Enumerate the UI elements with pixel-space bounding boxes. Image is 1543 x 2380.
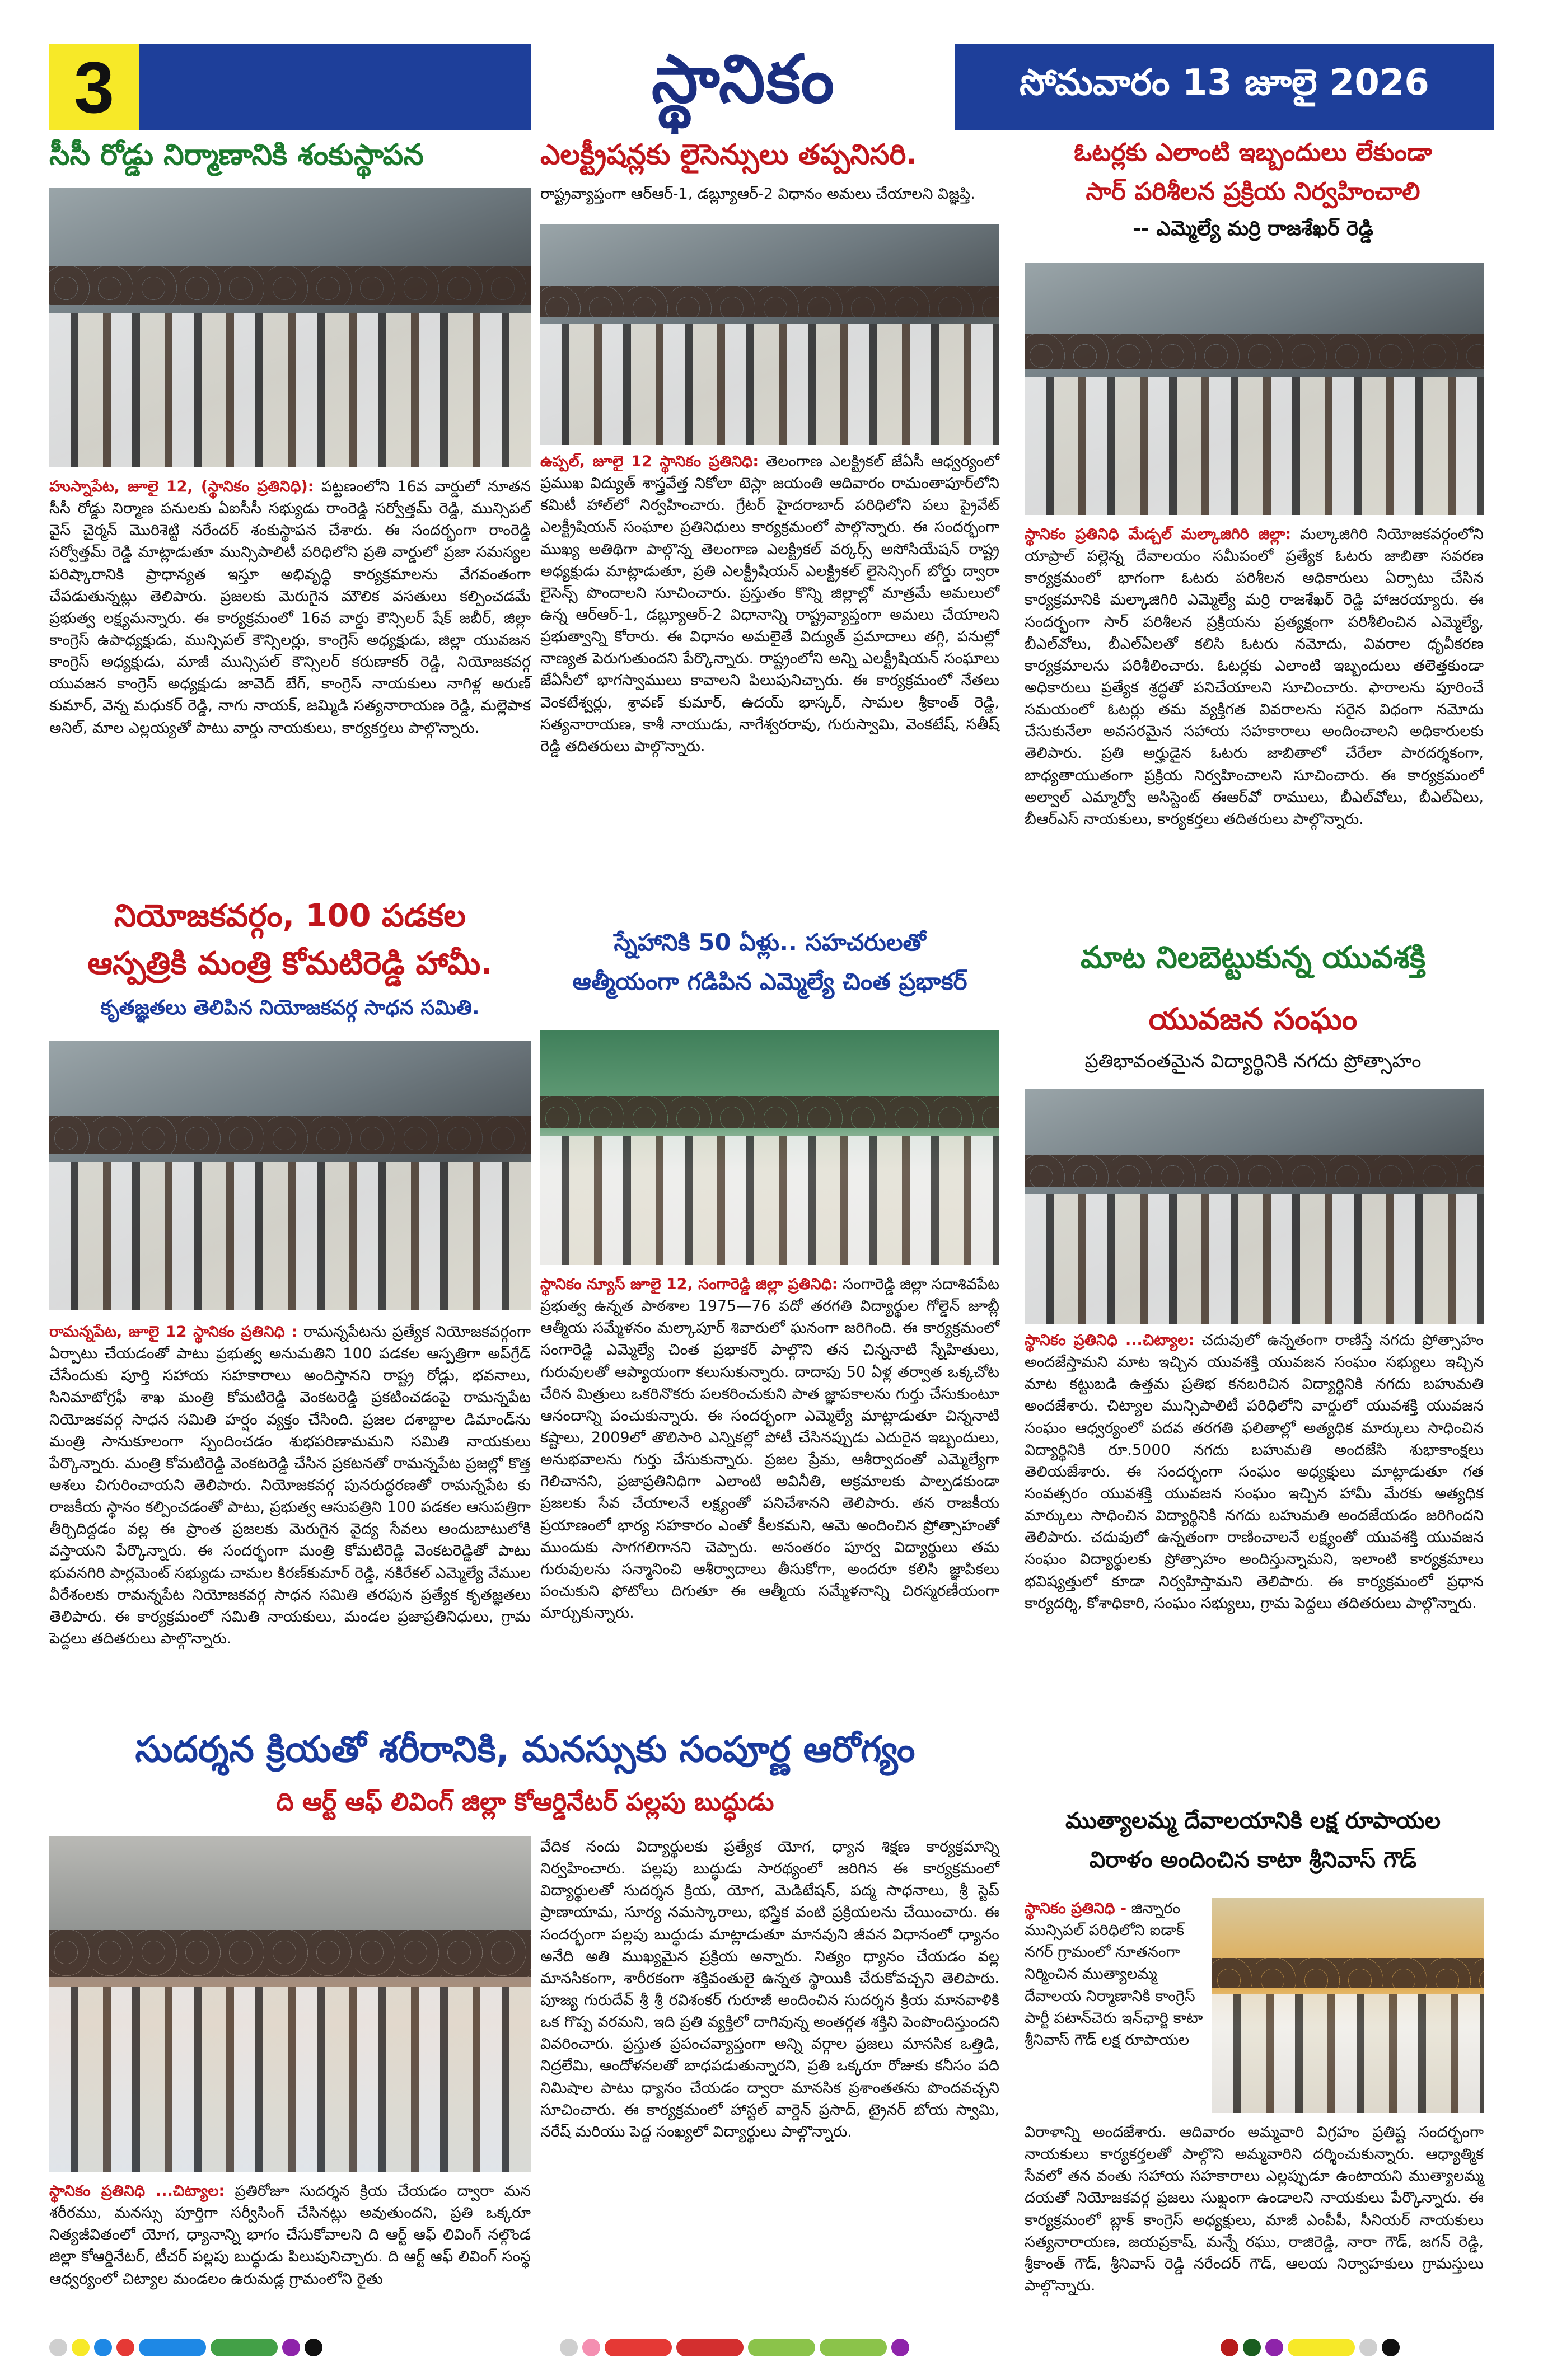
- article-1-text: పట్టణంలోని 16వ వార్డులో నూతన సీసీ రోడ్డు నిర్మాణ పనులకు ఏఐసీసీ సభ్యుడు రాంరెడ్డి సర్వోత్తమ్ రెడ్డి, మున్సిపల్ వైస్ చైర్మన్ మొరిశెట్టి నరేందర్ శంకుస్థాపన చేశారు. ఈ సందర్భంగా రాంరెడ్డి సర్వోత్తమ్ రెడ్డి మాట్లాడుతూ మున్సిపాలిటీ పరిధిలోని ప్రతి వార్డులో ప్రజా సమస్యల పరిష్కారానికి ప్రాధాన్యత ఇస్తూ అభివృద్ధి కార్యక్రమాలను వేగవంతంగా చేపడుతున్నట్లు తెలిపారు. ప్రజలకు మెరుగైన మౌలిక వసతులు కల్పించడమే ప్రభుత్వ లక్ష్యమన్నారు. ఈ కార్యక్రమంలో 16వ వార్డు కౌన్సిలర్ షేక్ జబీర్, జిల్లా కాంగ్రెస్ ఉపాధ్యక్షుడు, మున్సిపల్ కౌన్సిలర్లు, కాంగ్రెస్ అధ్యక్షుడు, జిల్లా యువజన కాంగ్రెస్ అధ్యక్షుడు, మాజీ మున్సిపల్ కౌన్సిలర్ కరుణాకర్ రెడ్డి, నియోజకవర్గ యువజన కాంగ్రెస్ అధ్యక్షుడు జావెద్ బేగ్, కాంగ్రెస్ నాయకులు నాగిళ్ల అరుణ్ కుమార్, వెన్న మధుకర్ రెడ్డి, నాగు నాయక్, జమ్మిడి సత్యనారాయణ రెడ్డి, మల్లెపాక అనిల్, మాల ఎల్లయ్యతో పాటు వార్డు నాయకులు, కార్యకర్తలు పాల్గొన్నారు.: [49, 478, 531, 737]
- article-5-body: [540, 1273, 999, 1624]
- masthead-bar: [139, 44, 531, 130]
- article-4-text: రామన్నపేటను ప్రత్యేక నియోజకవర్గంగా ఏర్పాటు చేయడంతో పాటు ప్రభుత్వ అనుమతిని 100 పడకల ఆస్పత్రిగా అప్‌గ్రేడ్ చేసేందుకు పూర్తి సహాయ సహకారాలు అందిస్తానని రాష్ట్ర రోడ్లు, భవనాలు, సినిమాటోగ్రఫీ శాఖ మంత్రి కోమటిరెడ్డి వెంకటరెడ్డి ప్రకటించడంపై రామన్నపేట నియోజకవర్గ సాధన సమితి హర్షం వ్యక్తం చేసింది. ప్రజల దశాబ్దాల డిమాండ్‌ను మంత్రి సానుకూలంగా స్పందించడం శుభపరిణామమని సమితి నాయకులు పేర్కొన్నారు. మంత్రి కోమటిరెడ్డి వెంకటరెడ్డి చేసిన ప్రకటనతో రామన్నపేట ప్రజల్లో కొత్త ఆశలు చిగురించాయని తెలిపారు. నియోజకవర్గ పునరుద్ధరణతో రామన్నపేట కు రాజకీయ స్థానం కల్పించడంతో పాటు, ప్రభుత్వ ఆసుపత్రిని 100 పడకల ఆసుపత్రిగా తీర్చిదిద్దడం వల్ల ఈ ప్రాంత ప్రజలకు మెరుగైన వైద్య సేవలు అందుబాటులోకి వస్తాయని పేర్కొన్నారు. ఈ సందర్భంగా మంత్రి కోమటిరెడ్డి వెంకటరెడ్డితో పాటు భువనగిరి పార్లమెంట్ సభ్యుడు చామల కిరణ్‌కుమార్ రెడ్డి, నకిరేకల్ ఎమ్మెల్యే వేముల వీరేశంలకు రామన్నపేట నియోజకవర్గ సాధన సమితి తరఫున ప్రత్యేక కృతజ్ఞతలు తెలిపారు. ఈ కార్యక్రమంలో సమితి నాయకులు, మండల ప్రజాప్రతినిధులు, గ్రామ పెద్దలు తదితరులు పాల్గొన్నారు.: [49, 1323, 531, 1647]
- article-8-body-bottom: విరాళాన్ని అందజేశారు. ఆదివారం అమ్మవారి విగ్రహం ప్రతిష్ట సందర్భంగా నాయకులు కార్యకర్తలతో పాల్గొని అమ్మవారిని దర్శించుకున్నారు. ఆధ్యాత్మిక సేవలో తన వంతు సహాయ సహకారాలు ఎల్లప్పుడూ ఉంటాయని ముత్యాలమ్మ దయతో నియోజకవర్గ ప్రజలు సుఖ్షంగా ఉండాలని నాయకులు పేర్కొన్నారు. ఈ కార్యక్రమంలో బ్లాక్ కాంగ్రెస్ అధ్యక్షులు, మాజీ ఎంపీపీ, సీనియర్ నాయకులు సత్యనారాయణ, జయప్రకాష్, మన్నే రఘు, రాజిరెడ్డి, నారా గౌడ్, జగన్ రెడ్డి, శ్రీకాంత్ గౌడ్, శ్రీనివాస్ రెడ్డి నరేందర్ గౌడ్, ఆలయ నిర్వాహకులు గ్రామస్తులు పాల్గొన్నారు.: [1025, 2124, 1484, 2294]
- article-6-headline-1: మాట నిలబెట్టుకున్న యువశక్తి: [1080, 940, 1426, 975]
- article-8-text-top: జిన్నారం మున్సిపల్ పరిధిలోని ఐడాక్ నగర్ గ్రామంలో నూతనంగా నిర్మించిన ముత్యాలమ్మ దేవాలయ నిర్మాణానికి కాంగ్రెస్ పార్టీ పటాన్‌చెరు ఇన్‌ఛార్జి కాటా శ్రీనివాస్ గౌడ్ లక్ష రూపాయల: [1025, 1900, 1203, 2049]
- newspaper-name: స్థానికం: [651, 40, 836, 118]
- article-1-headline: సీసీ రోడ్డు నిర్మాణానికి శంకుస్థాపన: [49, 138, 424, 172]
- article-4-subhead: కృతజ్ఞతలు తెలిపిన నియోజకవర్గ సాధన సమితి.: [100, 996, 480, 1019]
- footer-color-dot: [1221, 2339, 1238, 2356]
- footer-color-dot: [676, 2339, 744, 2356]
- article-3-dateline: స్థానికం ప్రతినిధి మేడ్చల్ మల్కాజిగిరి జిల్లా:: [1025, 526, 1292, 543]
- footer-color-strip-center: [560, 2339, 909, 2356]
- article-1-dateline: హుస్నాపేట, జూలై 12, (స్థానికం ప్రతినిధి):: [49, 478, 314, 495]
- article-4-headline-1: నియోజకవర్గం, 100 పడకల: [114, 898, 466, 934]
- article-2-subhead: రాష్ట్రవ్యాప్తంగా ఆర్ఆర్-1, డబ్ల్యూఆర్-2 విధానం అమలు చేయాలని విజ్ఞప్తి.: [540, 185, 975, 203]
- article-8-dateline: స్థానికం ప్రతినిధి -: [1025, 1900, 1127, 1917]
- article-2-photo: [540, 224, 999, 445]
- article-8-body-top: [1025, 1898, 1204, 2051]
- article-4-body: [49, 1321, 531, 1650]
- article-7-subhead: ది ఆర్ట్ ఆఫ్ లివింగ్ జిల్లా కోఆర్డినేటర్ పల్లపు బుద్ధుడు: [276, 1788, 774, 1816]
- footer-color-dot: [1288, 2339, 1355, 2356]
- article-7-text-left: ప్రతిరోజూ సుదర్శన క్రియ చేయడం ద్వారా మన శరీరము, మనస్సు పూర్తిగా సర్వీసింగ్ చేసినట్లు అవుతుందని, ప్రతి ఒక్కరూ నిత్యజీవితంలో యోగ, ధ్యానాన్ని భాగం చేసుకోవాలని ది ఆర్ట్ ఆఫ్ లివింగ్ నల్గొండ జిల్లా కోఆర్డినేటర్, టీచర్ పల్లపు బుద్ధుడు పిలుపునిచ్చారు. ది ఆర్ట్ ఆఫ్ లివింగ్ సంస్థ ఆధ్వర్యంలో చిట్యాల మండలం ఉరుమడ్ల గ్రామంలోని రైతు: [49, 2182, 531, 2288]
- article-7-body-right: వేదిక నందు విద్యార్థులకు ప్రత్యేక యోగ, ధ్యాన శిక్షణ కార్యక్రమాన్ని నిర్వహించారు. పల్లపు బుద్ధుడు సారథ్యంలో జరిగిన ఈ కార్యక్రమంలో విద్యార్థులతో సుదర్శన క్రియ, యోగ, మెడిటేషన్, పద్మ సాధనాలు, శ్రీ స్టెప్ ప్రాణాయామ, సూర్య నమస్కారాలు, భస్త్రిక వంటి ప్రక్రియలను చేయించారు. ఈ సందర్భంగా పల్లపు బుద్ధుడు మాట్లాడుతూ మానవుని జీవన విధానంలో ధ్యానం అనేది అతి ముఖ్యమైన ప్రక్రియ అన్నారు. నిత్యం ధ్యానం చేయడం వల్ల మానసికంగా, శారీరకంగా శక్తివంతులై ఉన్నత స్థాయికి చేరుకోవచ్చని తెలిపారు. పూజ్య గురుదేవ్ శ్రీ శ్రీ రవిశంకర్ గురూజీ అందించిన సుదర్శన క్రియ మానవాళికి ఒక గొప్ప వరమని, ఇది ప్రతి వ్యక్తిలో దాగివున్న అంతర్గత శక్తిని పెంపొందిస్తుందని వివరించారు. ప్రస్తుత ప్రపంచవ్యాప్తంగా అన్ని వర్గాల ప్రజలు మానసిక ఒత్తిడి, నిద్రలేమి, ఆందోళనలతో బాధపడుతున్నారని, ప్రతి ఒక్కరూ రోజుకు కనీసం పది నిమిషాల పాటు ధ్యానం చేయడం ద్వారా మానసిక ప్రశాంతతను పొందవచ్చని సూచించారు. ఈ కార్యక్రమంలో హాస్టల్ వార్డెన్ ప్రసాద్, ట్రైనర్ బోయ స్వామి, నరేష్ మరియు పెద్ద సంఖ్యలో విద్యార్థులు పాల్గొన్నారు.: [540, 1838, 999, 2140]
- article-2-headline: ఎలక్ట్రీషన్లకు లైసెన్సులు తప్పనిసరి.: [540, 138, 917, 171]
- article-6-text: చదువులో ఉన్నతంగా రాణిస్తే నగదు ప్రోత్సాహం అందజేస్తామని మాట ఇచ్చిన యువశక్తి యువజన సంఘం సభ్యులు ఇచ్చిన మాట కట్టుబడి ఉత్తమ ప్రతిభ కనబరిచిన విద్యార్థినికి నగదు బహుమతి అందజేశారు. చిట్యాల మున్సిపాలిటీ పరిధిలోని వార్డులో యువశక్తి యువజన సంఘం ఆధ్వర్యంలో పదవ తరగతి ఫలితాల్లో అత్యధిక మార్కులు సాధించిన విద్యార్థినికి రూ.5000 నగదు బహుమతి అందజేసి శుభాకాంక్షలు తెలియజేశారు. ఈ సందర్భంగా సంఘం అధ్యక్షులు మాట్లాడుతూ గత సంవత్సరం యువశక్తి యువజన సంఘం ఇచ్చిన హామీ మేరకు అత్యధిక మార్కులు సాధించిన విద్యార్థినికి నగదు బహుమతి అందజేయడం జరిగిందని తెలిపారు. చదువులో ఉన్నతంగా రాణించాలనే లక్ష్యంతో యువశక్తి యువజన సంఘం విద్యార్థులకు ప్రోత్సాహం అందిస్తున్నామని, ఇలాంటి కార్యక్రమాలు భవిష్యత్తులో కూడా నిర్వహిస్తామని తెలిపారు. ఈ కార్యక్రమంలో ప్రధాన కార్యదర్శి, కోశాధికారి, సంఘం సభ్యులు, గ్రామ పెద్దలు తదితరులు పాల్గొన్నారు.: [1025, 1332, 1484, 1612]
- footer-color-strip-right: [1221, 2339, 1400, 2356]
- page-number: 3: [49, 44, 139, 130]
- footer-color-dot: [1382, 2339, 1400, 2356]
- footer-color-strip-left: [49, 2339, 322, 2356]
- footer-color-dot: [820, 2339, 887, 2356]
- article-3-headline-1: ఓటర్లకు ఎలాంటి ఇబ్బందులు లేకుండా: [1074, 138, 1432, 167]
- footer-color-dot: [94, 2339, 112, 2356]
- issue-date: సోమవారం 13 జూలై 2026: [955, 44, 1494, 130]
- footer-color-dot: [116, 2339, 134, 2356]
- article-8-headline-1: ముత్యాలమ్మ దేవాలయానికి లక్ష రూపాయల: [1065, 1808, 1441, 1834]
- article-5-text: సంగారెడ్డి జిల్లా సదాశివపేట ప్రభుత్వ ఉన్నత పాఠశాల 1975—76 పదో తరగతి విద్యార్థుల గోల్డెన్ జూబ్లీ ఆత్మీయ సమ్మేళనం మల్కాపూర్ శివారులో ఘనంగా జరిగింది. ఈ కార్యక్రమంలో సంగారెడ్డి ఎమ్మెల్యే చింత ప్రభాకర్ పాల్గొని తన చిన్ననాటి స్నేహితులు, గురువులతో ఆప్యాయంగా కలుసుకున్నారు. దాదాపు 50 ఏళ్ల తర్వాత ఒక్కచోట చేరిన మిత్రులు ఒకరినొకరు పలకరించుకుని పాత జ్ఞాపకాలను గుర్తు చేసుకుంటూ ఆనందాన్ని పంచుకున్నారు. ఈ సందర్భంగా ఎమ్మెల్యే మాట్లాడుతూ చిన్ననాటి కష్టాలు, 2009లో తొలిసారి ఎన్నికల్లో పోటీ చేసినప్పుడు ఎదురైన ఇబ్బందులు, అనుభవాలను గుర్తు చేసుకున్నారు. ప్రజల ప్రేమ, ఆశీర్వాదంతో ఎమ్మెల్యేగా గెలిచానని, ప్రజాప్రతినిధిగా ఎలాంటి అవినీతి, అక్రమాలకు పాల్పడకుండా ప్రజలకు సేవ చేయాలనే లక్ష్యంతో పనిచేశానని తెలిపారు. తన రాజకీయ ప్రయాణంలో భార్య సహకారం ఎంతో కీలకమని, ఆమె అందించిన ప్రోత్సాహంతో ముందుకు సాగగలిగానని చెప్పారు. అనంతరం పూర్వ విద్యార్థులు తమ గురువులను సన్మానించి ఆశీర్వాదాలు తీసుకోగా, అందరూ కలిసి జ్ఞాపికలు పంచుకుని ఫోటోలు దిగుతూ ఈ ఆత్మీయ సమ్మేళనాన్ని చిరస్మరణీయంగా మార్చుకున్నారు.: [540, 1276, 999, 1622]
- article-7-photo: [49, 1836, 531, 2172]
- article-6-photo: [1025, 1089, 1484, 1324]
- footer-color-dot: [282, 2339, 300, 2356]
- footer-color-dot: [305, 2339, 322, 2356]
- article-1-body: [49, 476, 531, 739]
- footer-color-dot: [1265, 2339, 1283, 2356]
- article-7-headline: సుదర్శన క్రియతో శరీరానికి, మనస్సుకు సంపూర్ణ ఆరోగ్యం: [135, 1729, 915, 1770]
- footer-color-dot: [748, 2339, 815, 2356]
- footer-color-dot: [1243, 2339, 1261, 2356]
- footer-color-dot: [560, 2339, 578, 2356]
- article-6-dateline: స్థానికం ప్రతినిధి ...చిట్యాల:: [1025, 1332, 1195, 1349]
- article-2-dateline: ఉప్పల్, జూలై 12 స్థానికం ప్రతినిధి:: [540, 453, 759, 470]
- article-8-photo: [1212, 1898, 1484, 2113]
- article-5-headline-1: స్నేహానికి 50 ఏళ్లు.. సహచరులతో: [614, 929, 926, 956]
- article-7-dateline: స్థానికం ప్రతినిధి ...చిట్యాల:: [49, 2182, 225, 2200]
- article-6-body: [1025, 1329, 1484, 1614]
- article-1-photo: [49, 188, 531, 467]
- article-3-byline: -- ఎమ్మెల్యే మర్రి రాజశేఖర్ రెడ్డి: [1133, 217, 1373, 240]
- footer-color-dot: [605, 2339, 672, 2356]
- footer-color-dot: [139, 2339, 206, 2356]
- footer-color-dot: [211, 2339, 278, 2356]
- footer-color-dot: [49, 2339, 67, 2356]
- footer-color-dot: [891, 2339, 909, 2356]
- article-3-body: [1025, 523, 1484, 830]
- article-4-photo: [49, 1041, 531, 1310]
- footer-color-dot: [582, 2339, 600, 2356]
- footer-color-dot: [72, 2339, 90, 2356]
- article-4-headline-2: ఆస్పత్రికి మంత్రి కోమటిరెడ్డి హామీ.: [87, 945, 493, 982]
- article-6-subhead: ప్రతిభావంతమైన విద్యార్థినికి నగదు ప్రోత్సాహం: [1084, 1050, 1422, 1072]
- article-8-headline-2: విరాళం అందించిన కాటా శ్రీనివాస్ గౌడ్: [1089, 1847, 1417, 1873]
- article-3-text: మల్కాజిగిరి నియోజకవర్గంలోని యాప్రాల్ పల్లెన్న దేవాలయం సమీపంలో ప్రత్యేక ఓటరు జాబితా సవరణ కార్యక్రమంలో భాగంగా ఓటరు పరిశీలన అధికారులు ఏర్పాటు చేసిన కార్యక్రమానికి మల్కాజిగిరి ఎమ్మెల్యే మర్రి రాజశేఖర్ రెడ్డి హాజరయ్యారు. ఈ సందర్భంగా సార్ పరిశీలన ప్రక్రియను ప్రత్యక్షంగా పరిశీలించిన ఎమ్మెల్యే, బీఎల్‌వోలు, బీఎల్ఏలతో కలిసి ఓటరు నమోదు, వివరాల ధృవీకరణ కార్యక్రమాలను పరిశీలించారు. ఓటర్లకు ఎలాంటి ఇబ్బందులు తలెత్తకుండా అధికారులు ప్రత్యేక శ్రద్ధతో పనిచేయాలని సూచించారు. ఫారాలను పూరించే సమయంలో ఓటర్లు తమ వ్యక్తిగత వివరాలను సరైన విధంగా నమోదు చేసుకునేలా అవసరమైన సహాయ సహకారాలు అందించాలని అధికారులకు తెలిపారు. ప్రతి అర్హుడైన ఓటరు జాబితాలో చేరేలా పారదర్శకంగా, బాధ్యతాయుతంగా ప్రక్రియ నిర్వహించాలని సూచించారు. ఈ కార్యక్రమంలో అల్వాల్ ఎమ్మార్వో అసిస్టెంట్ ఈఆర్‌వో రాములు, బీఎల్‌వోలు, బీఎల్ఏలు, బీఆర్ఎస్ నాయకులు, కార్యకర్తలు తదితరులు పాల్గొన్నారు.: [1025, 526, 1484, 828]
- article-5-photo: [540, 1030, 999, 1265]
- article-3-photo: [1025, 263, 1484, 515]
- article-3-headline-2: సార్ పరిశీలన ప్రక్రియ నిర్వహించాలి: [1086, 177, 1420, 206]
- footer-color-dot: [1359, 2339, 1377, 2356]
- article-2-text: తెలంగాణ ఎలక్ట్రికల్ జేఏసీ ఆధ్వర్యంలో ప్రముఖ విద్యుత్ శాస్త్రవేత్త నికోలా టెస్లా జయంతి ఆదివారం రామంతాపూర్‌లోని కమిటీ హాల్‌లో నిర్వహించారు. గ్రేటర్ హైదరాబాద్ పరిధిలోని పలు ప్రైవేట్ ఎలక్ట్రీషియన్ సంఘాల ప్రతినిధులు కార్యక్రమంలో పాల్గొన్నారు. ఈ సందర్భంగా ముఖ్య అతిథిగా పాల్గొన్న తెలంగాణ ఎలక్ట్రికల్ వర్కర్స్ అసోసియేషన్ రాష్ట్ర అధ్యక్షుడు మాట్లాడుతూ, ప్రతి ఎలక్ట్రీషియన్ ఎలక్ట్రికల్ లైసెన్సింగ్ బోర్డు ద్వారా లైసెన్స్ పొందాలని సూచించారు. ప్రస్తుతం కొన్ని జిల్లాల్లో మాత్రమే అమలులో ఉన్న ఆర్ఆర్-1, డబ్ల్యూఆర్-2 విధానాన్ని రాష్ట్రవ్యాప్తంగా అమలు చేయాలని ప్రభుత్వాన్ని కోరారు. ఈ విధానం అమలైతే విద్యుత్ ప్రమాదాలు తగ్గి, పనుల్లో నాణ్యత పెరుగుతుందని పేర్కొన్నారు. రాష్ట్రంలోని అన్ని ఎలక్ట్రీషియన్ సంఘాలు జేఏసీలో భాగస్వాములు కావాలని పిలుపునిచ్చారు. ఈ కార్యక్రమంలో నేతలు వెంకటేశ్వర్లు, శ్రావణ్ కుమార్, ఉదయ్ భాస్కర్, సామల శ్రీకాంత్ రెడ్డి, సత్యనారాయణ, కాశీ నాయుడు, నాగేశ్వరరావు, గురుస్వామి, వెంకటేష్, సతీష్ రెడ్డి తదితరులు పాల్గొన్నారు.: [540, 453, 1000, 755]
- article-5-headline-2: ఆత్మీయంగా గడిపిన ఎమ్మెల్యే చింత ప్రభాకర్: [572, 968, 967, 995]
- article-5-dateline: స్థానికం న్యూస్ జూలై 12, సంగారెడ్డి జిల్లా ప్రతినిధి:: [540, 1276, 838, 1293]
- article-4-dateline: రామన్నపేట, జూలై 12 స్థానికం ప్రతినిధి :: [49, 1323, 298, 1341]
- article-6-headline-2: యువజన సంఘం: [1148, 1001, 1358, 1037]
- article-7-body-left: [49, 2180, 531, 2290]
- article-2-body: [540, 451, 999, 757]
